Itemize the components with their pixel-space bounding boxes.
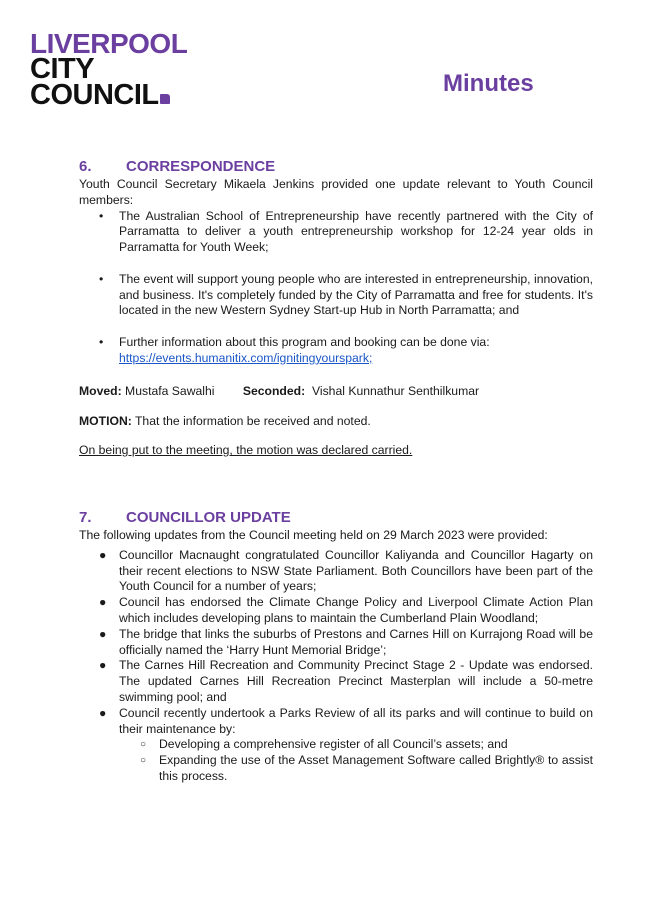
list-item-text: Councillor Macnaught congratulated Councillor Kaliyanda and Councillor Hagarty on their recent elections to NSW State Parliament. Both Councillors have been part of the Youth Council for a number of years; xyxy=(119,547,593,594)
section-intro: Youth Council Secretary Mikaela Jenkins provided one update relevant to Youth Council members: xyxy=(79,177,593,207)
section-title: CORRESPONDENCE xyxy=(126,158,276,175)
motion-text: That the information be received and noted. xyxy=(134,414,371,429)
motion-carried: On being put to the meeting, the motion was declared carried. xyxy=(79,443,413,458)
section-councillor-update xyxy=(79,509,593,785)
list-item-text: The Australian School of Entrepreneurship have recently partnered with the City of Parramatta to deliver a youth entrepreneurship workshop for 12-24 year olds in Parramatta for Youth Week; xyxy=(119,208,593,255)
circle-bullet-icon: ○ xyxy=(140,755,147,767)
sub-list-item xyxy=(119,753,593,785)
moved-name: Mustafa Sawalhi xyxy=(125,383,215,398)
list-item xyxy=(79,706,593,785)
bullet-icon: ● xyxy=(99,547,107,562)
booking-link[interactable]: https://events.humanitix.com/ignitingyourspark; xyxy=(119,350,373,365)
sub-list-item-text: Expanding the use of the Asset Management Software called Brightly® to assist this process. xyxy=(159,753,593,783)
list-item-text: The bridge that links the suburbs of Prestons and Carnes Hill on Kurrajong Road will be officially named the ‘Harry Hunt Memorial Bridge’; xyxy=(119,626,593,657)
list-item-text: The Carnes Hill Recreation and Community Precinct Stage 2 - Update was endorsed. The updated Carnes Hill Recreation Precinct Masterplan will include a 50-metre swimming pool; and xyxy=(119,658,593,704)
councillor-update-list xyxy=(79,548,593,785)
parks-review-sublist xyxy=(119,737,593,784)
seconded-label: Seconded: xyxy=(242,383,306,398)
bullet-icon: ● xyxy=(99,705,107,720)
seconded-name: Vishal Kunnathur Senthilkumar xyxy=(311,383,480,398)
sub-list-item xyxy=(119,737,593,753)
liverpool-city-council-logo xyxy=(30,30,187,110)
logo-line-council xyxy=(30,81,187,110)
minutes-content xyxy=(79,158,593,785)
bullet-icon: • xyxy=(99,208,104,223)
section-title: COUNCILLOR UPDATE xyxy=(126,508,291,526)
list-item xyxy=(79,209,593,256)
logo-council-text: COUNCIL xyxy=(30,79,159,111)
bullet-icon: ● xyxy=(99,595,107,610)
list-item xyxy=(79,658,593,705)
motion-label: MOTION: xyxy=(79,414,132,429)
list-item-text: Further information about this program and booking can be done via: xyxy=(119,334,490,349)
document-title: Minutes xyxy=(443,70,534,97)
bullet-icon: ● xyxy=(99,658,107,673)
section-heading-councillor-update xyxy=(79,509,593,527)
bullet-icon: • xyxy=(99,334,104,349)
sub-list-item-text: Developing a comprehensive register of all Council’s assets; and xyxy=(159,737,508,752)
list-item-text: Council has endorsed the Climate Change Policy and Liverpool Climate Action Plan which includes developing plans to maintain the Cumberland Plain Woodland; xyxy=(119,595,593,625)
list-item-text: Council recently undertook a Parks Review of all its parks and will continue to build on their maintenance by: xyxy=(119,705,593,736)
list-item-text: The event will support young people who are interested in entrepreneurship, innovation, and business. It's completely funded by the City of Parramatta and free for students. It's located in the new Western Sydney Start-up Hub in North Parramatta; and xyxy=(119,271,593,318)
logo-mark-icon xyxy=(160,94,170,104)
list-item xyxy=(79,272,593,319)
moved-seconded-line xyxy=(79,384,593,400)
moved-label: Moved: xyxy=(79,383,122,398)
motion-line xyxy=(79,414,593,430)
list-item xyxy=(79,595,593,627)
circle-bullet-icon: ○ xyxy=(140,739,147,751)
list-item xyxy=(79,627,593,659)
logo-line-liverpool: LIVERPOOL xyxy=(30,28,188,59)
section-number: 7. xyxy=(79,508,92,526)
section-intro: The following updates from the Council meeting held on 29 March 2023 were provided: xyxy=(79,527,548,542)
bullet-icon: • xyxy=(99,271,104,286)
correspondence-list xyxy=(79,209,593,367)
section-number: 6. xyxy=(79,158,92,175)
list-item xyxy=(79,548,593,595)
logo-line-city: CITY xyxy=(30,53,95,85)
section-heading-correspondence xyxy=(79,158,593,176)
list-item xyxy=(79,335,593,367)
bullet-icon: ● xyxy=(99,626,107,641)
section-correspondence xyxy=(79,158,593,459)
